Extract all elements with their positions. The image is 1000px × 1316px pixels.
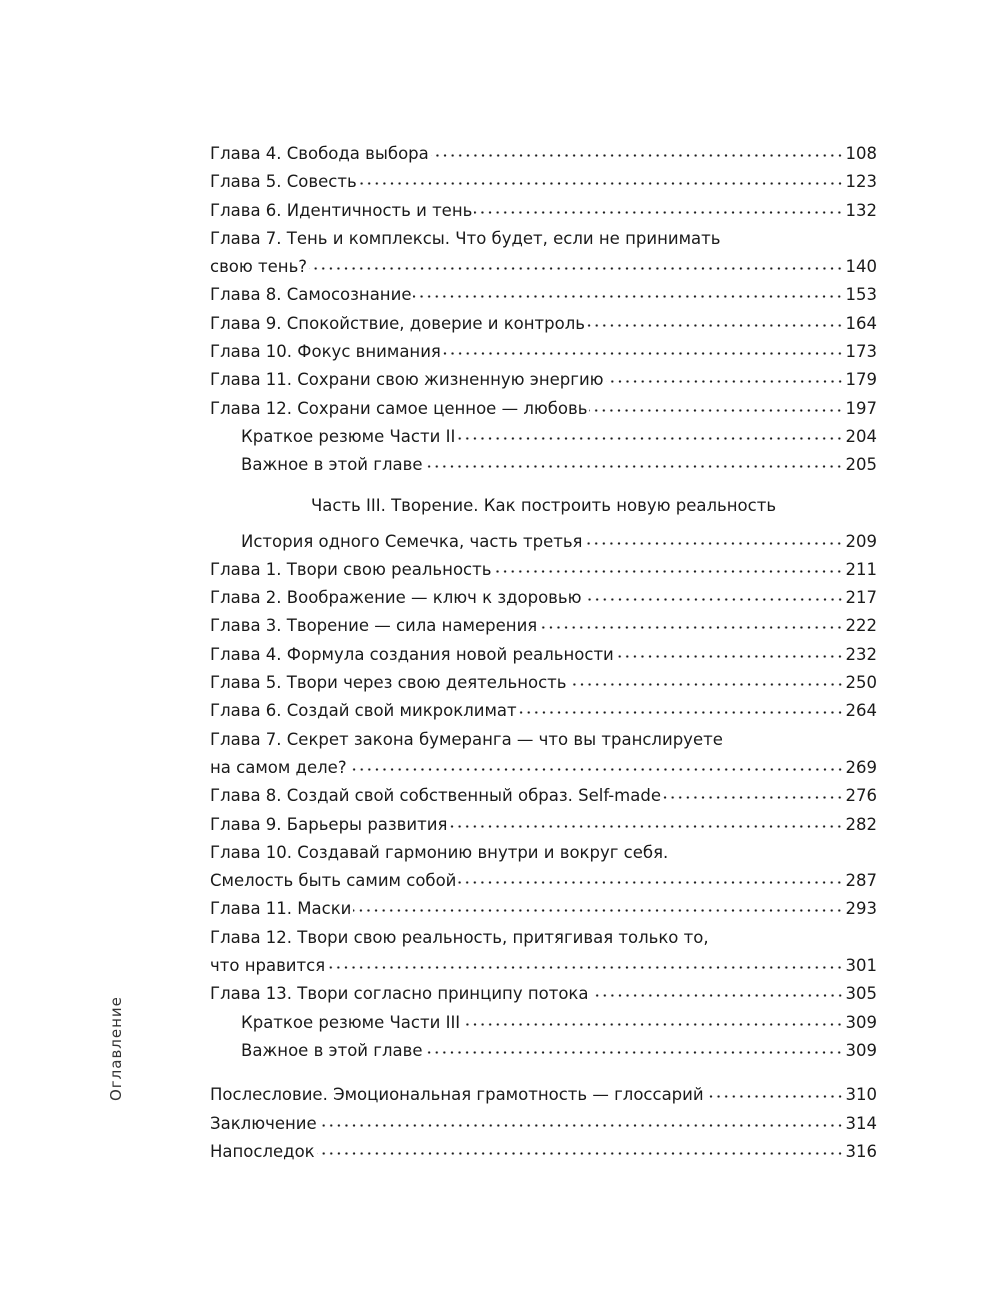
toc-entry-row bbox=[210, 584, 877, 612]
toc-entry-title: Глава 8. Создай свой собственный образ. Self-made bbox=[210, 786, 661, 806]
dot-leader bbox=[584, 541, 843, 546]
part3-entry-list bbox=[210, 528, 877, 1066]
toc-entry-row bbox=[210, 867, 877, 895]
dot-leader bbox=[539, 625, 843, 630]
toc-entry[interactable] bbox=[210, 1138, 877, 1166]
toc-entry[interactable] bbox=[210, 225, 877, 282]
page-number: 132 bbox=[845, 200, 877, 220]
page-number: 287 bbox=[845, 871, 877, 891]
toc-entry[interactable] bbox=[210, 924, 877, 981]
toc-entry-row bbox=[210, 140, 877, 168]
toc-entry[interactable] bbox=[210, 782, 877, 810]
toc-entry[interactable] bbox=[210, 584, 877, 612]
page-number: 140 bbox=[845, 257, 877, 277]
toc-entry-title: Глава 2. Воображение — ключ к здоровью bbox=[210, 588, 582, 608]
toc-entry[interactable] bbox=[210, 556, 877, 584]
page-number: 314 bbox=[845, 1113, 877, 1133]
toc-entry[interactable] bbox=[210, 895, 877, 923]
toc-entry[interactable] bbox=[210, 1110, 877, 1138]
dot-leader bbox=[587, 323, 844, 328]
toc-entry-title: Краткое резюме Части III bbox=[241, 1012, 461, 1032]
toc-entry-title-line: Глава 7. Секрет закона бумеранга — что вы транслируете bbox=[210, 729, 723, 749]
toc-entry-title: Глава 5. Твори через свою деятельность bbox=[210, 673, 567, 693]
toc-entry[interactable] bbox=[210, 528, 877, 556]
toc-entry-title: Глава 8. Самосознание bbox=[210, 285, 412, 305]
page-number: 316 bbox=[845, 1141, 877, 1161]
toc-entry-title: Глава 9. Барьеры развития bbox=[210, 814, 448, 834]
toc-entry-title: что нравится bbox=[210, 956, 326, 976]
toc-entry-row bbox=[210, 253, 877, 281]
toc-entry[interactable] bbox=[210, 839, 877, 896]
page-number: 269 bbox=[845, 757, 877, 777]
page-number: 123 bbox=[845, 172, 877, 192]
page-number: 276 bbox=[845, 786, 877, 806]
dot-leader bbox=[309, 266, 843, 271]
toc-entry[interactable] bbox=[210, 366, 877, 394]
toc-entry[interactable] bbox=[210, 423, 877, 451]
toc-entry[interactable] bbox=[210, 395, 877, 423]
page-number: 164 bbox=[845, 313, 877, 333]
page-number: 305 bbox=[845, 984, 877, 1004]
page-number: 209 bbox=[845, 531, 877, 551]
dot-leader bbox=[317, 1151, 844, 1156]
toc-entry-row bbox=[210, 197, 877, 225]
toc-entry-title: Глава 6. Создай свой микроклимат bbox=[210, 701, 517, 721]
page-number: 204 bbox=[845, 426, 877, 446]
toc-entry-title: Глава 11. Сохрани свою жизненную энергию bbox=[210, 370, 604, 390]
toc-entry[interactable] bbox=[210, 697, 877, 725]
dot-leader bbox=[431, 153, 844, 158]
section-spacer bbox=[210, 1065, 877, 1081]
dot-leader bbox=[349, 767, 844, 772]
toc-entry[interactable] bbox=[210, 281, 877, 309]
page-number: 217 bbox=[845, 588, 877, 608]
dot-leader bbox=[413, 294, 843, 299]
toc-entry[interactable] bbox=[210, 669, 877, 697]
dot-leader bbox=[449, 824, 843, 829]
dot-leader bbox=[474, 210, 843, 215]
toc-entry-row bbox=[210, 782, 877, 810]
toc-entry[interactable] bbox=[210, 811, 877, 839]
toc-entry[interactable] bbox=[210, 980, 877, 1008]
closing-entry-list bbox=[210, 1081, 877, 1166]
toc-entry[interactable] bbox=[210, 1081, 877, 1109]
table-of-contents bbox=[210, 140, 877, 1166]
dot-leader bbox=[319, 1123, 844, 1128]
toc-entry-title: Напоследок bbox=[210, 1141, 315, 1161]
page-number: 293 bbox=[845, 899, 877, 919]
toc-entry-row bbox=[210, 1081, 877, 1109]
dot-leader bbox=[584, 597, 844, 602]
toc-entry-title: на самом деле? bbox=[210, 757, 347, 777]
toc-entry[interactable] bbox=[210, 140, 877, 168]
page-number: 264 bbox=[845, 701, 877, 721]
toc-entry-row bbox=[241, 451, 877, 479]
page-number: 222 bbox=[845, 616, 877, 636]
dot-leader bbox=[457, 436, 843, 441]
toc-entry-row bbox=[210, 1110, 877, 1138]
toc-entry-row bbox=[210, 395, 877, 423]
toc-entry-row bbox=[210, 980, 877, 1008]
dot-leader bbox=[589, 408, 843, 413]
toc-entry-row bbox=[241, 423, 877, 451]
toc-entry-title: Важное в этой главе bbox=[241, 1040, 423, 1060]
toc-entry-title: Глава 6. Идентичность и тень bbox=[210, 200, 473, 220]
dot-leader bbox=[591, 993, 844, 998]
part3-heading: Часть III. Творение. Как построить новую реальность bbox=[310, 495, 777, 515]
toc-entry-row bbox=[210, 281, 877, 309]
dot-leader bbox=[606, 379, 844, 384]
toc-entry-title: Глава 12. Сохрани самое ценное — любовь bbox=[210, 398, 588, 418]
toc-entry-row bbox=[210, 754, 877, 782]
toc-entry-title: Глава 3. Творение — сила намерения bbox=[210, 616, 538, 636]
page-number: 211 bbox=[845, 559, 877, 579]
toc-entry-row bbox=[241, 1037, 877, 1065]
toc-entry-title: Глава 10. Фокус внимания bbox=[210, 342, 441, 362]
page-number: 173 bbox=[845, 342, 877, 362]
dot-leader bbox=[493, 569, 843, 574]
dot-leader bbox=[663, 795, 844, 800]
toc-entry-title: Заключение bbox=[210, 1113, 317, 1133]
toc-entry-row bbox=[210, 952, 877, 980]
toc-entry-title: Глава 9. Спокойствие, доверие и контроль bbox=[210, 313, 585, 333]
running-header-label: Оглавление bbox=[107, 996, 125, 1101]
toc-entry[interactable] bbox=[210, 641, 877, 669]
page-number: 309 bbox=[845, 1040, 877, 1060]
dot-leader bbox=[424, 464, 843, 469]
toc-entry-title: Важное в этой главе bbox=[241, 455, 423, 475]
page-number: 310 bbox=[845, 1085, 877, 1105]
toc-entry-row bbox=[210, 168, 877, 196]
page-number: 282 bbox=[845, 814, 877, 834]
page-number: 197 bbox=[845, 398, 877, 418]
dot-leader bbox=[706, 1094, 844, 1099]
page-number: 301 bbox=[845, 956, 877, 976]
part2-entry-list bbox=[210, 140, 877, 480]
toc-entry-title-line: Глава 12. Твори свою реальность, притягивая только то, bbox=[210, 927, 709, 947]
toc-entry[interactable] bbox=[210, 451, 877, 479]
toc-entry-title: свою тень? bbox=[210, 257, 308, 277]
toc-entry-row bbox=[241, 1009, 877, 1037]
toc-entry-row bbox=[210, 697, 877, 725]
toc-entry-title-line: Глава 7. Тень и комплексы. Что будет, если не принимать bbox=[210, 228, 721, 248]
toc-entry[interactable] bbox=[210, 1037, 877, 1065]
toc-entry-row bbox=[210, 669, 877, 697]
toc-entry-title-line: Глава 10. Создавай гармонию внутри и вокруг себя. bbox=[210, 842, 669, 862]
page-number: 250 bbox=[845, 673, 877, 693]
dot-leader bbox=[327, 965, 843, 970]
page-number: 179 bbox=[845, 370, 877, 390]
dot-leader bbox=[353, 908, 843, 913]
dot-leader bbox=[519, 710, 844, 715]
toc-entry-row bbox=[210, 612, 877, 640]
toc-entry-row bbox=[210, 1138, 877, 1166]
page-number: 232 bbox=[845, 644, 877, 664]
page-number: 309 bbox=[845, 1012, 877, 1032]
dot-leader bbox=[462, 1022, 843, 1027]
page-number: 205 bbox=[845, 455, 877, 475]
dot-leader bbox=[424, 1050, 843, 1055]
toc-entry-row bbox=[210, 556, 877, 584]
dot-leader bbox=[443, 351, 844, 356]
toc-entry-row bbox=[210, 895, 877, 923]
toc-entry-row bbox=[210, 338, 877, 366]
toc-entry-title: История одного Семечка, часть третья bbox=[241, 531, 583, 551]
page-number: 153 bbox=[845, 285, 877, 305]
toc-entry-title: Глава 4. Формула создания новой реальности bbox=[210, 644, 614, 664]
dot-leader bbox=[569, 682, 844, 687]
toc-entry[interactable] bbox=[210, 338, 877, 366]
toc-entry[interactable] bbox=[210, 197, 877, 225]
toc-entry-title: Смелость быть самим собой bbox=[210, 871, 457, 891]
toc-entry-row bbox=[210, 641, 877, 669]
toc-entry-title: Глава 11. Маски bbox=[210, 899, 352, 919]
toc-entry-row bbox=[210, 811, 877, 839]
toc-entry[interactable] bbox=[210, 168, 877, 196]
dot-leader bbox=[359, 181, 844, 186]
dot-leader bbox=[458, 880, 843, 885]
toc-entry[interactable] bbox=[210, 612, 877, 640]
toc-entry[interactable] bbox=[210, 1009, 877, 1037]
toc-entry-row bbox=[210, 310, 877, 338]
dot-leader bbox=[616, 654, 844, 659]
toc-entry-row bbox=[210, 366, 877, 394]
page-number: 108 bbox=[845, 144, 877, 163]
toc-entry-title: Краткое резюме Части II bbox=[241, 426, 456, 446]
toc-entry-title: Глава 13. Твори согласно принципу потока bbox=[210, 984, 589, 1004]
toc-entry-title: Глава 1. Твори свою реальность bbox=[210, 559, 492, 579]
toc-entry-title: Глава 4. Свобода выбора bbox=[210, 144, 429, 163]
toc-entry-row bbox=[241, 528, 877, 556]
toc-entry-title: Глава 5. Совесть bbox=[210, 172, 357, 192]
toc-entry[interactable] bbox=[210, 310, 877, 338]
toc-entry[interactable] bbox=[210, 726, 877, 783]
toc-entry-title: Послесловие. Эмоциональная грамотность — глоссарий bbox=[210, 1085, 704, 1105]
